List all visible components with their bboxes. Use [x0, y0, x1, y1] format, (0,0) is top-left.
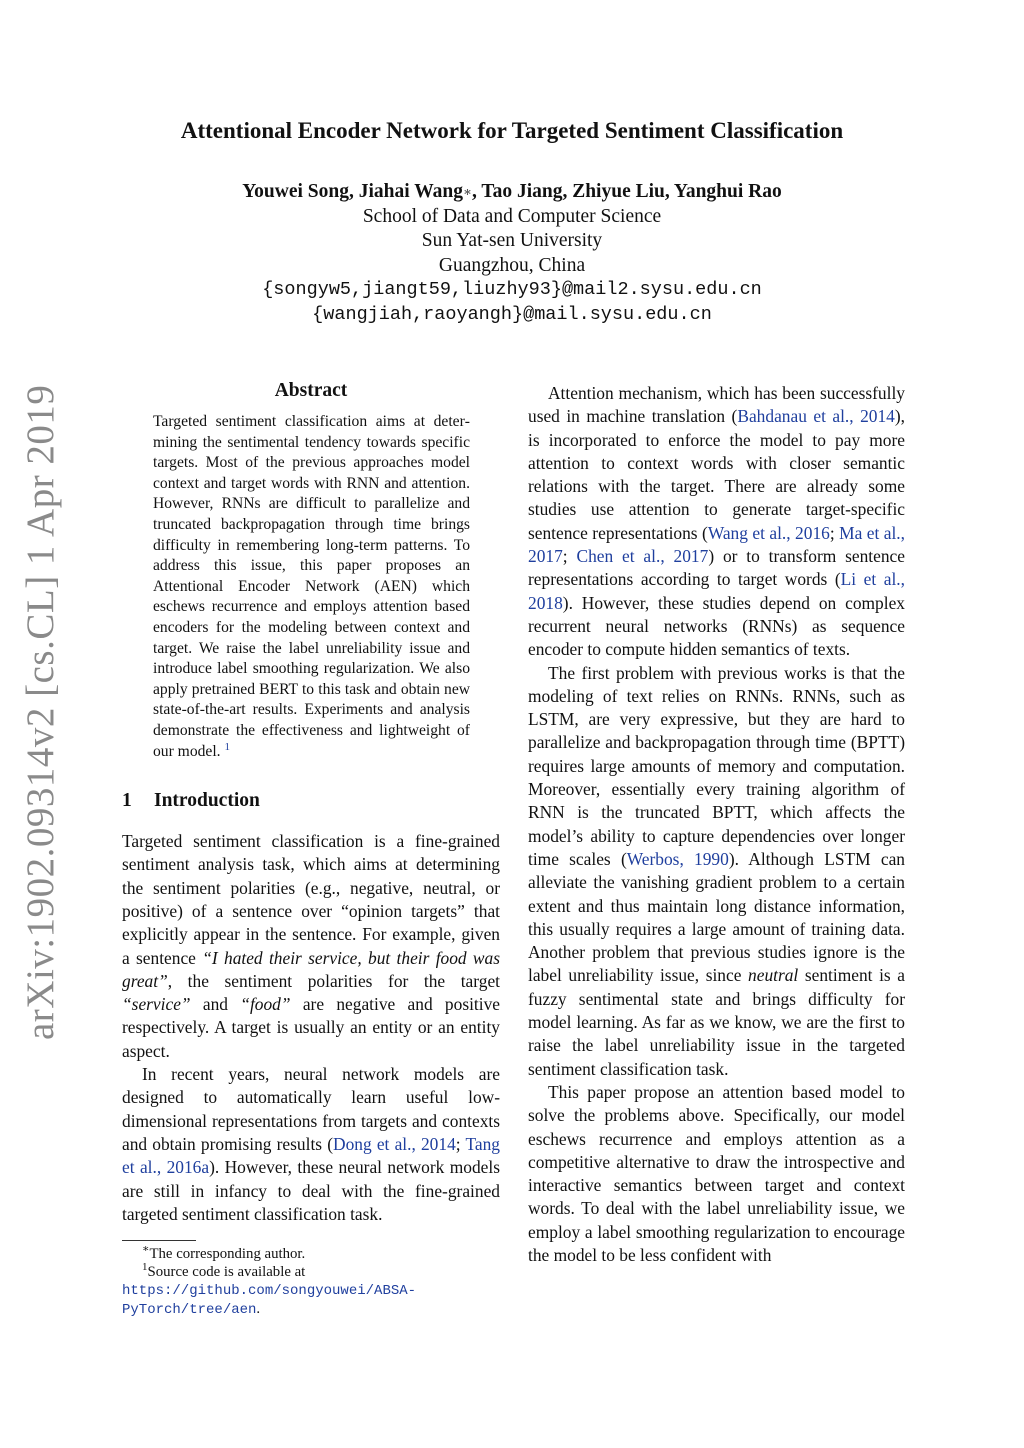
abstract-body: Targeted sentiment classification aims at determining the sentimental tendency towards specific targets. Most of the previous approaches model context and target words with RNN and attention. However, RNNs are difficult to parallelize and truncated backpropagation through time brings difficulty in remembering long-term patterns. To address this issue, this paper proposes an Attentional Encoder Network (AEN) which eschews recurrence and employs attention based encoders for the modeling between context and target. We raise the label unreliability issue and introduce label smoothing regularization. We also apply pretrained BERT to this task and obtain new state-of-the-art results. Experiments and analysis demonstrate the effectiveness and lightweight of our model.: [153, 413, 470, 760]
example-sentence: “I hated their service, but their food was great”: [122, 947, 500, 991]
right-paragraph-2: [528, 662, 905, 1081]
text-run: , the sentiment polarities for the target: [167, 970, 500, 991]
footnote-corresponding-author: [122, 1245, 500, 1263]
text-run: ). However, these studies depend on complex recurrent neural networks (RNNs) as sequence encoder to compute hidden semantics of texts.: [528, 592, 905, 660]
citation-link[interactable]: Bahdanau et al., 2014: [737, 406, 895, 427]
text-run: ;: [829, 522, 840, 543]
arxiv-identifier-stamp: arXiv:1902.09314v2 [cs.CL] 1 Apr 2019: [19, 384, 62, 1040]
text-run: Targeted sentiment classification is a fine-grained sentiment analysis task, which aims at determining the sentiment polarities (e.g., negative, neutral, or positive) of a sentence over “opinion targets” that explicitly appear in the sentence. For example, given a sentence: [122, 831, 500, 968]
intro-paragraph-1: [122, 830, 500, 1063]
author-names-rest: , Tao Jiang, Zhiyue Liu, Yanghui Rao: [471, 181, 782, 202]
footnote-divider: [122, 1240, 196, 1241]
right-paragraph-1: [528, 382, 905, 662]
author-emails-2: {wangjiah,raoyangh}@mail.sysu.edu.cn: [312, 303, 712, 325]
citation-link[interactable]: Wang et al., 2016: [707, 522, 830, 543]
text-run: In recent years, neural network models are designed to automatically learn useful low-dimensional representations from targets and contexts and obtain promising results (: [122, 1064, 500, 1154]
affiliation-school: School of Data and Computer Science: [362, 205, 662, 227]
author-names-first: Youwei Song, Jiahai Wang: [242, 181, 463, 202]
citation-link[interactable]: Dong et al., 2014: [333, 1133, 456, 1154]
footnote-source-code: [122, 1263, 500, 1319]
affiliation-location: Guangzhou, China: [438, 254, 586, 276]
footnote-text: The corresponding author.: [149, 1246, 306, 1263]
text-run: and: [190, 994, 241, 1015]
example-target-service: “service”: [122, 994, 191, 1015]
footnote-mark: ∗: [142, 1243, 150, 1256]
corresponding-author-mark: ∗: [462, 184, 472, 199]
author-emails-1: {songyw5,jiangt59,liuzhy93}@mail2.sysu.edu.cn: [262, 279, 762, 300]
citation-link[interactable]: Tang et al., 2016a: [122, 1133, 500, 1178]
text-run: The first problem with previous works is that the modeling of text relies on RNNs. RNNs, such as LSTM, are very expressive, but they are hard to parallelize and backpropagation through time (BPTT) requires large amounts of memory and computation. Moreover, essentially every training algorithm of RNN is the truncated BPTT, which affects the model’s ability to capture dependencies over longer time scales (: [528, 662, 905, 869]
text-run: ;: [455, 1133, 466, 1154]
paper-title: Attentional Encoder Network for Targeted Sentiment Classification: [180, 118, 844, 143]
text-run: are negative and positive respectively. A target is usually an entity or an entity aspect.: [122, 994, 500, 1061]
text-run: Attention mechanism, which has been successfully used in machine translation (: [528, 383, 905, 427]
source-code-url-link[interactable]: https://github.com/songyouwei/ABSA-PyTorch/tree/aen: [122, 1283, 417, 1319]
text-run: ;: [562, 546, 577, 567]
footnote-mark: 1: [142, 1261, 148, 1274]
footnote-text: Source code is available at: [147, 1264, 306, 1281]
text-run: ), is incorporated to enforce the model to pay more attention to context words with closer semantic relations with the target. There are already some studies use attention to generate target-specific sentence representations (: [528, 406, 905, 543]
author-block: [0, 180, 1024, 327]
citation-link[interactable]: Li et al., 2018: [528, 569, 905, 613]
right-column: [528, 382, 905, 1267]
left-column: [122, 380, 500, 1319]
author-names: [0, 180, 1024, 205]
footnotes: [122, 1240, 500, 1319]
example-target-food: “food”: [240, 994, 291, 1015]
footnote-text: .: [256, 1301, 261, 1318]
citation-link[interactable]: Werbos, 1990: [626, 848, 729, 869]
intro-paragraph-2: [122, 1063, 500, 1226]
text-run: ). Although LSTM can alleviate the vanishing gradient problem to a certain extent and thus maintain long distance information, this usually requires a large amount of training data. Another problem that previous studies ignore is the label unreliability issue, since: [528, 848, 905, 986]
section-heading-introduction: [122, 790, 500, 812]
emphasis-neutral: neutral: [748, 965, 799, 986]
text-run: sentiment is a fuzzy sentimental state and brings difficulty for model learning. As far as we know, we are the first to raise the label unreliability issue in the targeted sentiment classification task.: [528, 965, 905, 1079]
abstract-text: [153, 412, 470, 762]
citation-link[interactable]: Ma et al., 2017: [528, 522, 905, 567]
section-title: Introduction: [154, 790, 260, 812]
abstract-heading: Abstract: [274, 380, 348, 401]
citation-link[interactable]: Chen et al., 2017: [576, 546, 709, 567]
section-number: 1: [122, 790, 132, 812]
right-paragraph-3: This paper propose an attention based model to solve the problems above. Specifically, our model eschews recurrence and employs attention as a competitive alternative to draw the introspective and interactive semantics between target and context words. To deal with the label unreliability issue, we employ a label smoothing regularization to encourage the model to be less confident with: [528, 1081, 905, 1265]
text-run: ). However, these neural network models are still in infancy to deal with the fine-grained targeted sentiment classification task.: [122, 1157, 500, 1224]
text-run: ) or to transform sentence representations according to target words (: [528, 546, 905, 590]
abstract-footnote-mark[interactable]: 1: [224, 740, 230, 753]
affiliation-university: Sun Yat-sen University: [421, 230, 603, 251]
